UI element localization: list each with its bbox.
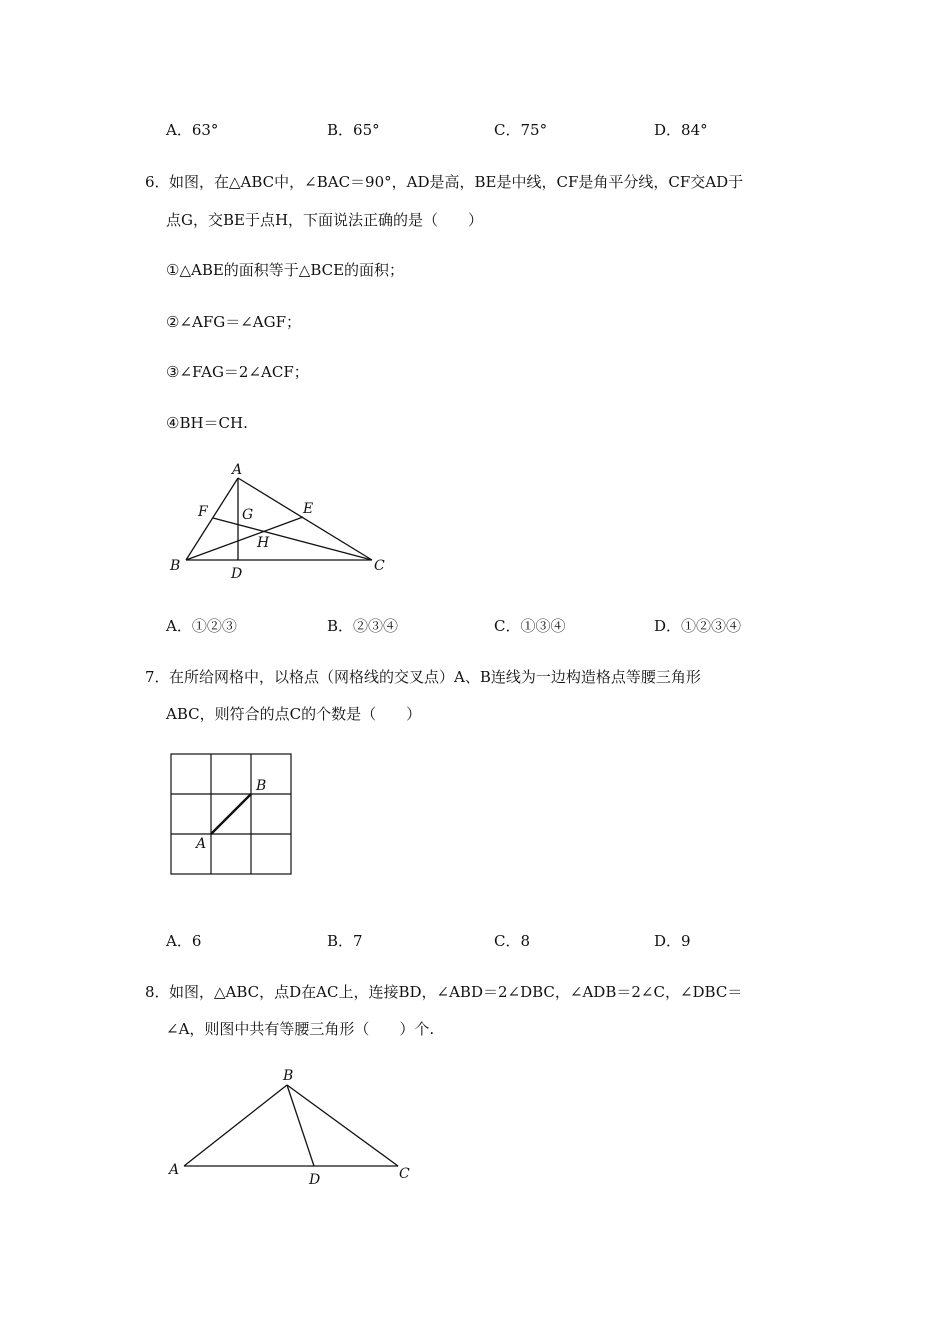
q6-label-c: C xyxy=(374,558,385,574)
q6-statement-3: ③∠FAG＝2∠ACF； xyxy=(166,363,309,381)
q6-segment-cf xyxy=(213,518,372,560)
q6-label-b: B xyxy=(170,558,181,574)
q5-option-c: C．75° xyxy=(494,121,548,139)
q5-option-d: D．84° xyxy=(654,121,708,139)
q7-segment-ab xyxy=(211,794,251,834)
q8-label-d: D xyxy=(309,1172,321,1188)
q7-option-b: B．7 xyxy=(327,932,363,950)
q7-label-b: B xyxy=(256,778,267,794)
q5-option-a: A．63° xyxy=(166,121,219,139)
q8-stem-line1: 如图，△ABC，点D在AC上，连接BD，∠ABD＝2∠DBC，∠ADB＝2∠C，∠DBC＝ xyxy=(169,983,743,1001)
q6-label-a: A xyxy=(232,462,243,478)
q6-option-a: A．①②③ xyxy=(166,617,237,635)
q6-segment-be xyxy=(186,517,303,560)
q6-option-c: C．①③④ xyxy=(494,617,566,635)
q8-label-c: C xyxy=(399,1166,410,1182)
q7-label-a: A xyxy=(196,836,207,852)
q7-option-a: A．6 xyxy=(166,932,202,950)
q8-label-b: B xyxy=(283,1068,294,1084)
q7-option-c: C．8 xyxy=(494,932,531,950)
q7-option-d: D．9 xyxy=(654,932,691,950)
q8-label-a: A xyxy=(169,1162,180,1178)
q6-statement-2: ②∠AFG＝∠AGF； xyxy=(166,313,302,331)
q8-stem-line2: ∠A，则图中共有等腰三角形（ ）个. xyxy=(166,1020,435,1038)
q6-stem-line1: 如图，在△ABC中，∠BAC＝90°，AD是高，BE是中线，CF是角平分线，CF交AD于 xyxy=(169,173,744,191)
q8-segment-bc xyxy=(287,1085,398,1166)
q6-segment-ab xyxy=(186,478,238,560)
q7-stem-line2: ABC，则符合的点C的个数是（ ） xyxy=(166,705,422,723)
q6-stem-line2: 点G，交BE于点H，下面说法正确的是（ ） xyxy=(166,211,484,229)
q6-label-h: H xyxy=(257,535,270,551)
q8-number: 8． xyxy=(145,983,170,1001)
q6-segment-ac xyxy=(238,478,372,560)
q8-segment-bd xyxy=(287,1085,314,1166)
q6-statement-4: ④BH＝CH. xyxy=(166,414,248,432)
q6-label-e: E xyxy=(303,501,314,517)
q8-segment-ab xyxy=(184,1085,287,1166)
q5-option-b: B．65° xyxy=(327,121,380,139)
q6-label-g: G xyxy=(242,507,254,523)
q6-statement-1: ①△ABE的面积等于△BCE的面积； xyxy=(166,261,405,279)
q7-number: 7． xyxy=(145,668,170,686)
q6-label-f: F xyxy=(198,504,208,520)
q7-stem-line1: 在所给网格中，以格点（网格线的交叉点）A、B连线为一边构造格点等腰三角形 xyxy=(169,668,701,686)
q6-option-b: B．②③④ xyxy=(327,617,399,635)
q6-number: 6． xyxy=(145,173,170,191)
q6-label-d: D xyxy=(231,566,243,582)
q6-option-d: D．①②③④ xyxy=(654,617,742,635)
